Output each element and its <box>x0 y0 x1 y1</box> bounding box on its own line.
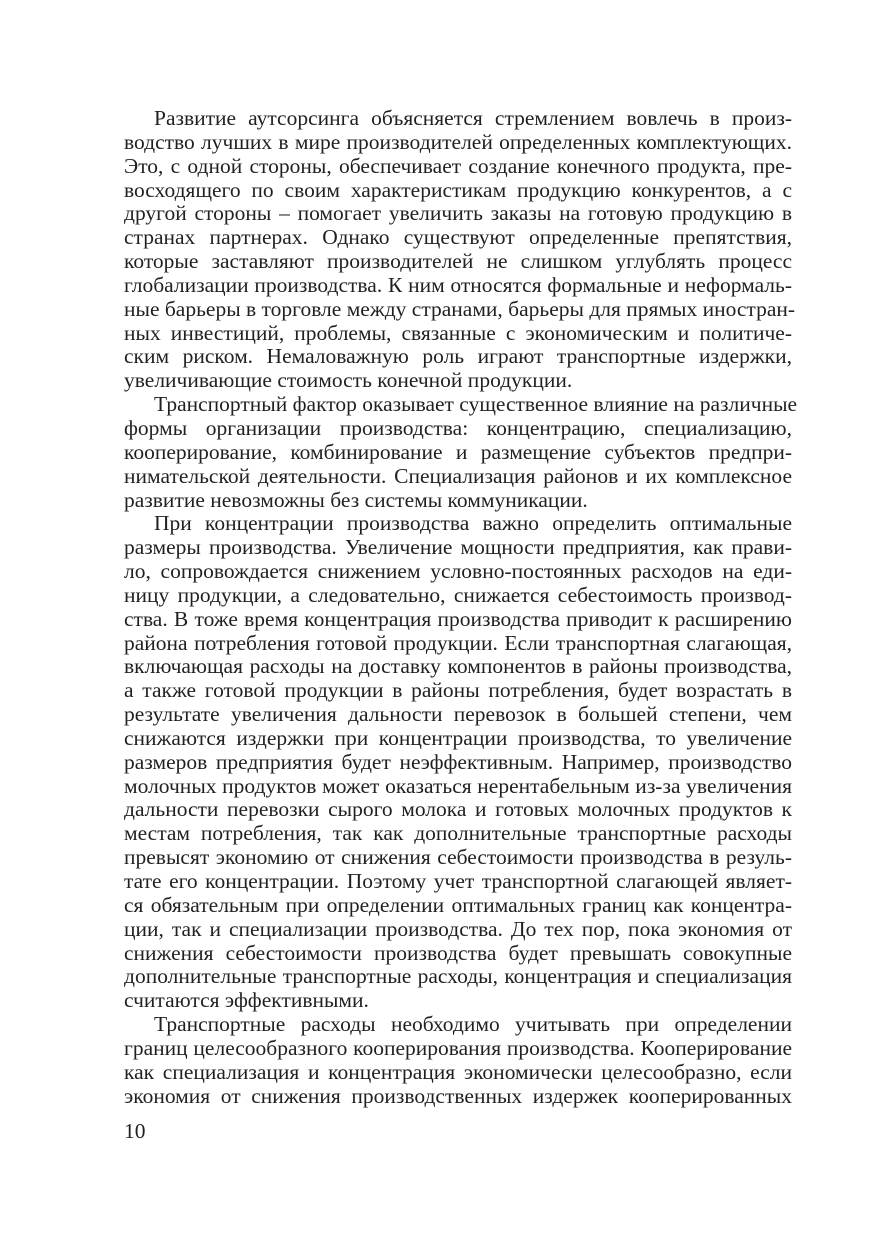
text-line: ные барьеры в торговле между странами, барьеры для прямых иностран- <box>124 296 796 321</box>
text-line: ским риском. Немаловажную роль играют транспортные издержки, <box>124 344 792 369</box>
text-line: границ целесообразного кооперирования производства. Кооперирование <box>124 1035 792 1060</box>
text-line: ных инвестиций, проблемы, связанные с экономическим и политиче- <box>124 320 792 345</box>
text-line: формы организации производства: концентрацию, специализацию, <box>124 415 792 440</box>
text-line: кооперирование, комбинирование и размещение субъектов предпри- <box>124 439 792 464</box>
text-line: увеличивающие стоимость конечной продукции. <box>124 368 573 393</box>
text-line: Транспортный фактор оказывает существенное влияние на различные <box>154 392 798 417</box>
text-line: размеры производства. Увеличение мощности предприятия, как прави- <box>124 535 792 560</box>
text-line: глобализации производства. К ним относятся формальные и неформаль- <box>124 272 792 297</box>
text-line: развитие невозможны без системы коммуникации. <box>124 487 588 512</box>
text-line: а также готовой продукции в районы потребления, будет возрастать в <box>124 678 792 703</box>
text-line: Транспортные расходы необходимо учитывать при определении <box>154 1012 792 1037</box>
text-line: как специализация и концентрация экономически целесообразно, если <box>124 1059 792 1084</box>
paragraph <box>124 106 796 393</box>
text-line: Это, с одной стороны, обеспечивает создание конечного продукта, пре- <box>124 153 792 178</box>
text-line: молочных продуктов может оказаться нерентабельным из-за увеличения <box>124 773 792 798</box>
text-line: При концентрации производства важно определить оптимальные <box>154 511 792 536</box>
text-line: ся обязательным при определении оптимальных границ как концентра- <box>124 892 792 917</box>
text-line: дополнительные транспортные расходы, концентрация и специализация <box>124 964 792 989</box>
text-line: снижения себестоимости производства будет превышать совокупные <box>124 940 792 965</box>
text-line: которые заставляют производителей не слишком углублять процесс <box>124 249 792 274</box>
text-line: результате увеличения дальности перевозок в большей степени, чем <box>124 702 792 727</box>
text-line: ницу продукции, а следовательно, снижается себестоимость производ- <box>124 582 792 607</box>
body-text <box>124 106 798 1108</box>
text-line: нимательской деятельности. Специализация районов и их комплексное <box>124 463 792 488</box>
text-line: странах партнерах. Однако существуют определенные препятствия, <box>124 225 792 250</box>
text-line: снижаются издержки при концентрации производства, то увеличение <box>124 725 792 750</box>
paragraph <box>124 512 792 1013</box>
text-line: включающая расходы на доставку компонентов в районы производства, <box>124 654 792 679</box>
text-line: местам потребления, так как дополнительные транспортные расходы <box>124 821 792 846</box>
text-line: дальности перевозки сырого молока и готовых молочных продуктов к <box>124 797 792 822</box>
page-number: 10 <box>124 1119 146 1143</box>
text-line: района потребления готовой продукции. Если транспортная слагающая, <box>124 630 792 655</box>
paragraph <box>124 392 798 512</box>
text-line: экономия от снижения производственных издержек кооперированных <box>124 1083 792 1108</box>
text-line: другой стороны – помогает увеличить заказы на готовую продукцию в <box>124 201 792 226</box>
text-line: восходящего по своим характеристикам продукцию конкурентов, а с <box>124 177 792 202</box>
text-line: водство лучших в мире производителей определенных комплектующих. <box>124 129 792 154</box>
text-line: ства. В тоже время концентрация производства приводит к расширению <box>124 606 792 631</box>
text-line: считаются эффективными. <box>124 988 369 1013</box>
text-line: ло, сопровождается снижением условно-постоянных расходов на еди- <box>124 559 792 584</box>
text-line: тате его концентрации. Поэтому учет транспортной слагающей являет- <box>124 869 792 893</box>
text-line: размеров предприятия будет неэффективным. Например, производство <box>124 749 792 774</box>
text-line: ции, так и специализации производства. До тех пор, пока экономия от <box>124 916 792 941</box>
paragraph <box>124 1013 792 1108</box>
text-line: Развитие аутсорсинга объясняется стремлением вовлечь в произ- <box>154 106 792 130</box>
text-line: превысят экономию от снижения себестоимости производства в резуль- <box>124 845 792 870</box>
